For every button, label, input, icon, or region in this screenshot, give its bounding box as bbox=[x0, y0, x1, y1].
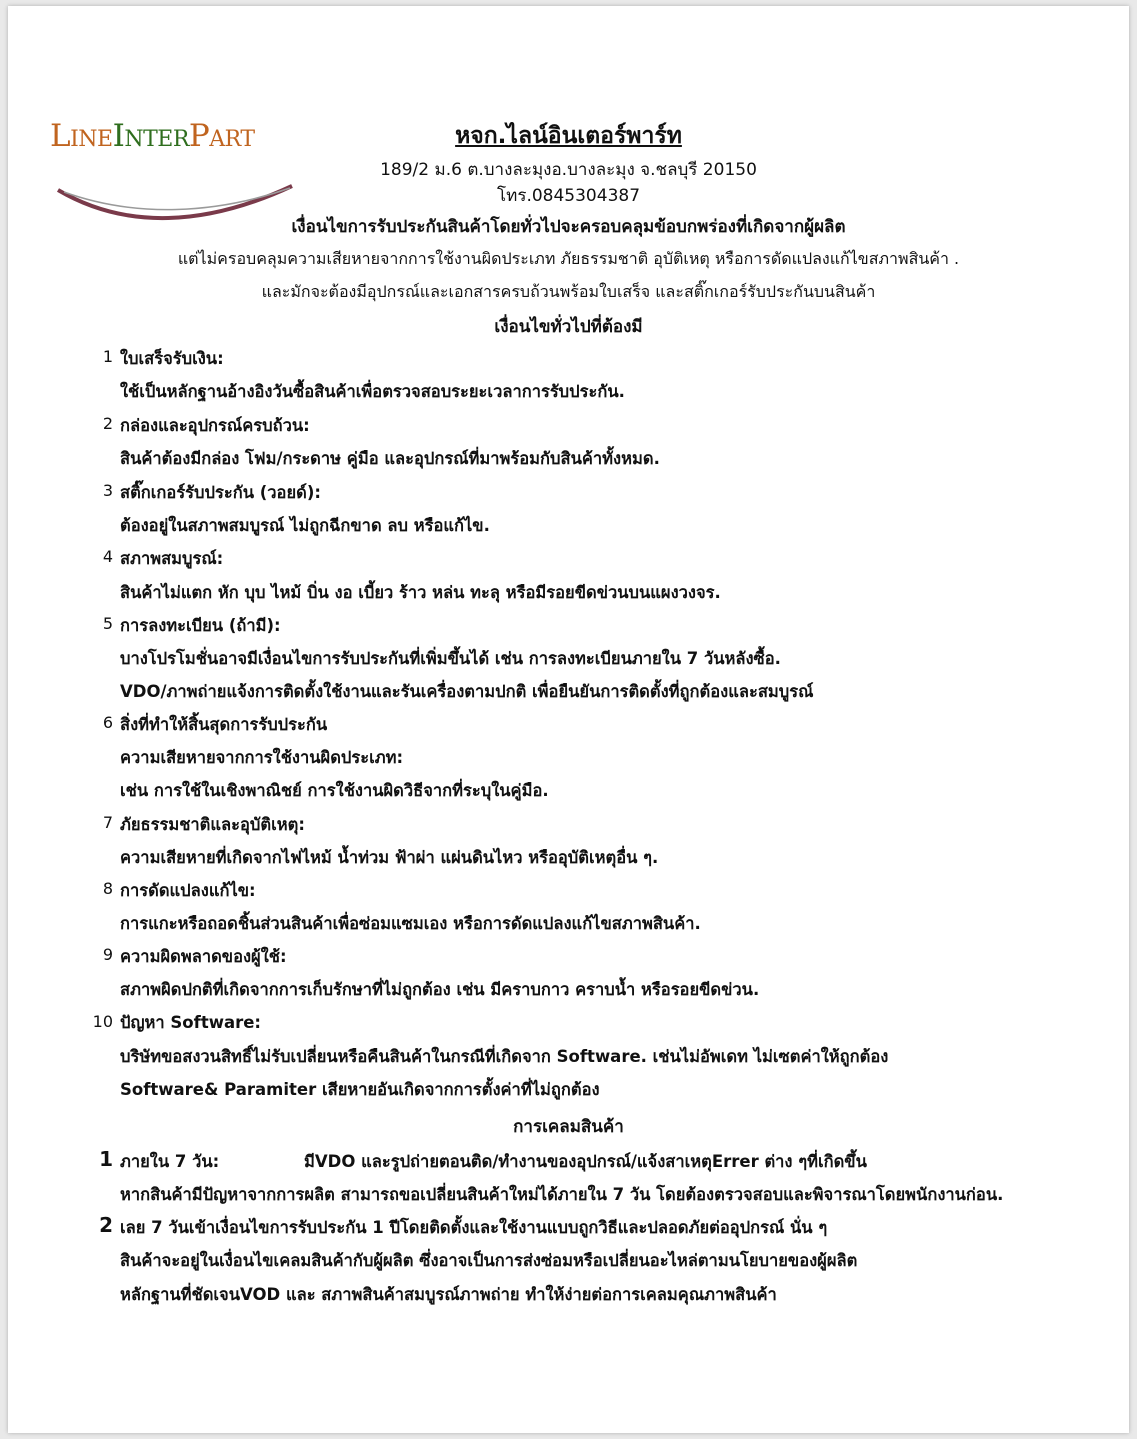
intro-line-2: แต่ไม่ครอบคลุมความเสียหายจากการใช้งานผิดประเภท ภัยธรรมชาติ อุบัติเหตุ หรือการดัดแปลงแก้ไขสภาพสินค้า . bbox=[177, 249, 960, 268]
condition-number: 8 bbox=[102, 879, 113, 898]
condition-title: สภาพสมบูรณ์: bbox=[120, 549, 224, 568]
condition-title: ภัยธรรมชาติและอุบัติเหตุ: bbox=[120, 815, 305, 834]
condition-line: เช่น การใช้ในเชิงพาณิชย์ การใช้งานผิดวิธีจากที่ระบุในคู่มือ. bbox=[120, 781, 549, 800]
claim-number: 1 bbox=[99, 1147, 113, 1171]
intro-line-1: เงื่อนไขการรับประกันสินค้าโดยทั่วไปจะครอบคลุมข้อบกพร่องที่เกิดจากผู้ผลิต bbox=[291, 217, 846, 237]
condition-title: สิ่งที่ทำให้สิ้นสุดการรับประกัน bbox=[120, 715, 328, 734]
logo-wordmark: LineInterPart bbox=[50, 118, 255, 154]
claim-label: เลย 7 วันเข้าเงื่อนไขการรับประกัน 1 ปีโดยติดตั้งและใช้งานแบบถูกวิธีและปลอดภัยต่ออุปกรณ์ นั่น ๆ bbox=[120, 1218, 828, 1237]
condition-line: บริษัทขอสงวนสิทธิ์ไม่รับเปลี่ยนหรือคืนสินค้าในกรณีที่เกิดจาก Software. เช่นไม่อัพเดท ไม่เซตค่าให้ถูกต้อง bbox=[120, 1047, 889, 1066]
general-conditions-heading: เงื่อนไขทั่วไปที่ต้องมี bbox=[494, 317, 643, 337]
condition-number: 5 bbox=[102, 614, 113, 633]
claims-heading: การเคลมสินค้า bbox=[513, 1117, 624, 1137]
claim-line: หลักฐานที่ชัดเจนVOD และ สภาพสินค้าสมบูรณ์ภาพถ่าย ทำให้ง่ายต่อการเคลมคุณภาพสินค้า bbox=[120, 1285, 777, 1304]
condition-line: ต้องอยู่ในสภาพสมบูรณ์ ไม่ถูกฉีกขาด ลบ หรือแก้ไข. bbox=[120, 516, 490, 535]
condition-number: 10 bbox=[92, 1012, 113, 1031]
condition-line: บางโปรโมชั่นอาจมีเงื่อนไขการรับประกันที่เพิ่มขึ้นได้ เช่น การลงทะเบียนภายใน 7 วันหลังซื้อ. bbox=[120, 649, 781, 668]
condition-line: ความเสียหายที่เกิดจากไฟไหม้ น้ำท่วม ฟ้าผ่า แผ่นดินไหว หรืออุบัติเหตุอื่น ๆ. bbox=[120, 848, 659, 867]
company-phone: โทร.0845304387 bbox=[496, 186, 641, 206]
document-page bbox=[8, 6, 1129, 1433]
condition-line: Software& Paramiter เสียหายอันเกิดจากการตั้งค่าที่ไม่ถูกต้อง bbox=[120, 1080, 600, 1099]
condition-title: สติ๊กเกอร์รับประกัน (วอยด์): bbox=[120, 483, 321, 502]
claim-detail: มีVDO และรูปถ่ายตอนติด/ทำงานของอุปกรณ์/แจ้งสาเหตุErrer ต่าง ๆที่เกิดขึ้น bbox=[304, 1152, 867, 1171]
claim-label: ภายใน 7 วัน: bbox=[120, 1152, 220, 1171]
condition-number: 1 bbox=[102, 347, 113, 366]
claim-number: 2 bbox=[99, 1213, 113, 1237]
condition-number: 7 bbox=[102, 813, 113, 832]
condition-title: การลงทะเบียน (ถ้ามี): bbox=[120, 616, 281, 635]
intro-line-3: และมักจะต้องมีอุปกรณ์และเอกสารครบถ้วนพร้อมใบเสร็จ และสติ๊กเกอร์รับประกันบนสินค้า bbox=[261, 282, 876, 301]
condition-title: ปัญหา Software: bbox=[120, 1013, 262, 1032]
condition-line: สภาพผิดปกติที่เกิดจากการเก็บรักษาที่ไม่ถูกต้อง เช่น มีคราบกาว คราบน้ำ หรือรอยขีดข่วน. bbox=[120, 980, 760, 999]
condition-line: ใช้เป็นหลักฐานอ้างอิงวันซื้อสินค้าเพื่อตรวจสอบระยะเวลาการรับประกัน. bbox=[120, 382, 625, 401]
condition-title: กล่องและอุปกรณ์ครบถ้วน: bbox=[120, 416, 310, 435]
condition-title: ใบเสร็จรับเงิน: bbox=[120, 349, 224, 368]
company-address: 189/2 ม.6 ต.บางละมุงอ.บางละมุง จ.ชลบุรี 20150 bbox=[380, 160, 757, 180]
claim-line: สินค้าจะอยู่ในเงื่อนไขเคลมสินค้ากับผู้ผลิต ซึ่งอาจเป็นการส่งซ่อมหรือเปลี่ยนอะไหล่ตามนโยบายของผู้ผลิต bbox=[120, 1251, 858, 1270]
condition-line: สินค้าต้องมีกล่อง โฟม/กระดาษ คู่มือ และอุปกรณ์ที่มาพร้อมกับสินค้าทั้งหมด. bbox=[120, 449, 660, 468]
condition-line: สินค้าไม่แตก หัก บุบ ไหม้ บิ่น งอ เบี้ยว ร้าว หล่น ทะลุ หรือมีรอยขีดข่วนบนแผงวงจร. bbox=[120, 583, 721, 602]
condition-line: VDO/ภาพถ่ายแจ้งการติดตั้งใช้งานและรันเครื่องตามปกติ เพื่อยืนยันการติดตั้งที่ถูกต้องและสมบูรณ์ bbox=[120, 682, 814, 701]
condition-number: 3 bbox=[102, 481, 113, 500]
condition-title: ความผิดพลาดของผู้ใช้: bbox=[120, 947, 287, 966]
claim-line: หากสินค้ามีปัญหาจากการผลิต สามารถขอเปลี่ยนสินค้าใหม่ได้ภายใน 7 วัน โดยต้องตรวจสอบและพิจารณาโดยพนักงานก่อน. bbox=[120, 1185, 1004, 1204]
condition-number: 9 bbox=[102, 945, 113, 964]
condition-line: การแกะหรือถอดชิ้นส่วนสินค้าเพื่อซ่อมแซมเอง หรือการดัดแปลงแก้ไขสภาพสินค้า. bbox=[120, 914, 701, 933]
condition-line: ความเสียหายจากการใช้งานผิดประเภท: bbox=[120, 748, 404, 767]
company-title: หจก.ไลน์อินเตอร์พาร์ท bbox=[455, 123, 682, 149]
condition-title: การดัดแปลงแก้ไข: bbox=[120, 881, 256, 900]
condition-number: 4 bbox=[102, 547, 113, 566]
condition-number: 6 bbox=[102, 713, 113, 732]
condition-number: 2 bbox=[102, 414, 113, 433]
